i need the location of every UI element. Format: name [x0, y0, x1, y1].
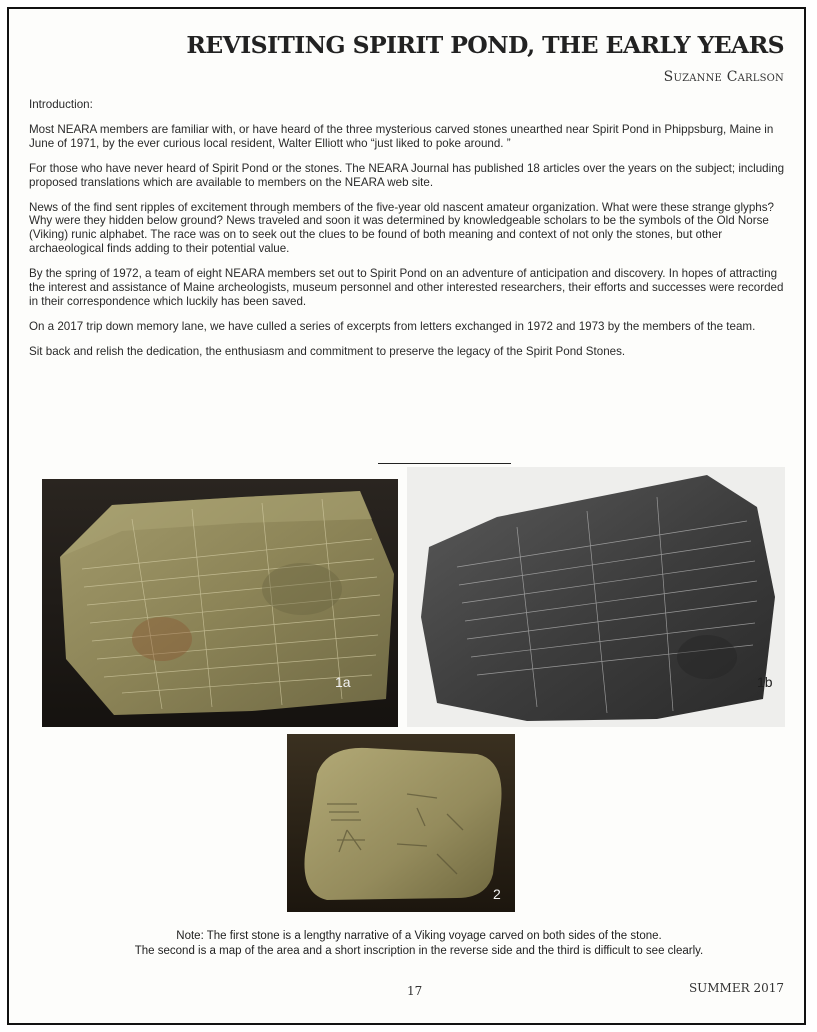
paragraph: Sit back and relish the dedication, the enthusiasm and commitment to preserve the legacy of the Spirit Pond Stones.: [29, 344, 626, 358]
figure-label-1b: 1b: [757, 674, 773, 690]
page-number: 17: [407, 984, 423, 998]
paragraph: By the spring of 1972, a team of eight NEARA members set out to Spirit Pond on an adventure of anticipation and discovery. In hopes of attracting the interest and assistance of Maine archeologists, museum personnel and other interested researchers, their efforts and successes were recorded in their correspondence which luckily has been saved.: [29, 267, 784, 308]
paragraph: Most NEARA members are familiar with, or have heard of the three mysterious carved stones unearthed near Spirit Pond in Phippsburg, Maine in June of 1971, by the ever curious local resident, Walter Elliott who “just liked to poke around. ”: [29, 122, 774, 150]
caption-line: The second is a map of the area and a short inscription in the reverse side and the third is difficult to see clearly.: [134, 945, 704, 957]
figure-label-1a: 1a: [335, 674, 351, 690]
page-frame: [7, 7, 806, 1025]
article-body: [29, 98, 789, 370]
stone-photo-1b: [407, 467, 785, 727]
figure-caption: [49, 929, 789, 959]
author-byline: Suzanne Carlson: [663, 69, 784, 85]
issue-label: SUMMER 2017: [688, 981, 784, 995]
intro-heading: Introduction:: [29, 98, 93, 111]
article-title: REVISITING SPIRIT POND, THE EARLY YEARS: [186, 31, 784, 59]
paragraph: On a 2017 trip down memory lane, we have culled a series of excerpts from letters exchanged in 1972 and 1973 by the members of the team.: [29, 319, 756, 333]
stone-photo-2: [287, 734, 515, 912]
paragraph: News of the find sent ripples of excitement through members of the five-year old nascent amateur organization. What were these strange glyphs? Why were they hidden below ground? News traveled and soon it was determined by knowledgeable scholars to be the symbols of the Old Norse (Viking) runic alphabet. The race was on to seek out the clues to be found of both meaning and context of not only the stones, but other archaeological finds adding to their potential value.: [29, 200, 774, 256]
section-divider: [378, 463, 511, 464]
paragraph: For those who have never heard of Spirit Pond or the stones. The NEARA Journal has published 18 articles over the years on the subject; including proposed translations which are available to members on the NEARA web site.: [29, 161, 785, 189]
figure-label-2: 2: [493, 886, 501, 902]
caption-line: Note: The first stone is a lengthy narrative of a Viking voyage carved on both sides of the stone.: [176, 930, 662, 942]
